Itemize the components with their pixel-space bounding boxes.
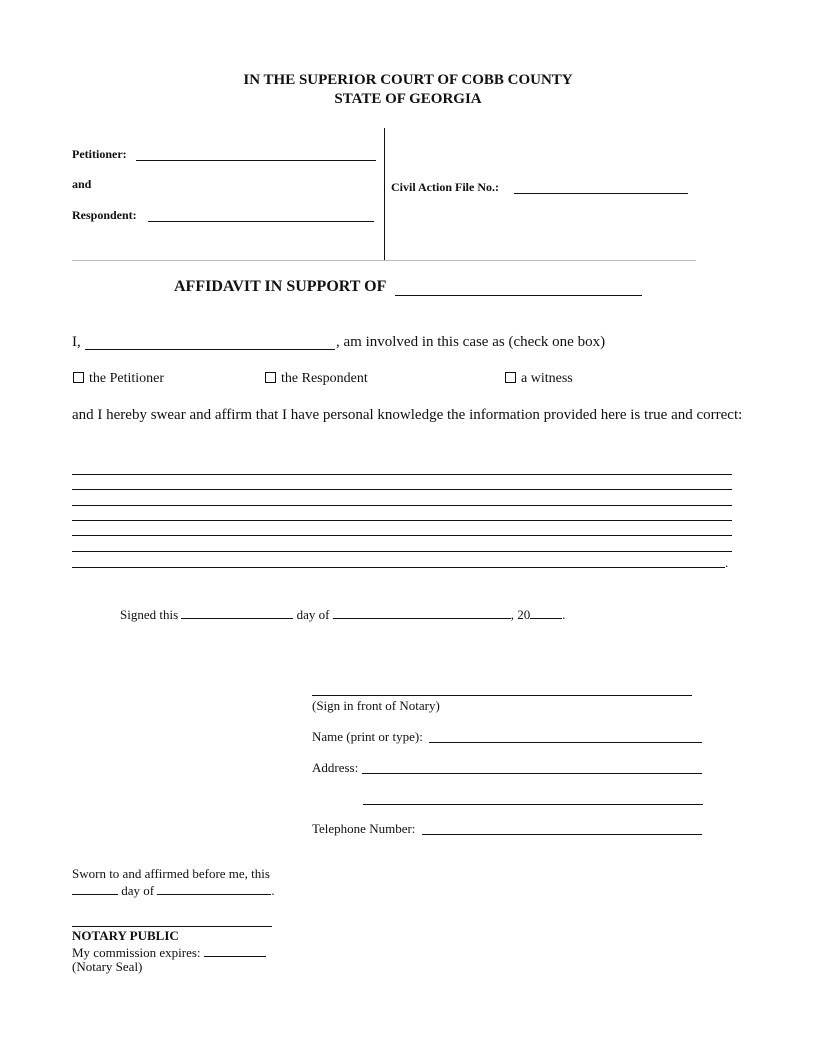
respondent-checkbox[interactable]	[265, 371, 368, 387]
statement-line[interactable]	[72, 520, 732, 521]
sign-in-front-note: (Sign in front of Notary)	[312, 698, 440, 713]
notary-period: .	[271, 883, 275, 898]
affidavit-subject-field[interactable]	[395, 295, 642, 296]
telephone-label: Telephone Number:	[312, 821, 416, 836]
checkbox-square-icon[interactable]	[505, 372, 516, 383]
signed-period: .	[562, 607, 566, 622]
statement-line[interactable]	[72, 474, 732, 475]
address-field-2[interactable]	[363, 804, 703, 805]
signed-line	[120, 606, 566, 623]
signed-year-field[interactable]	[530, 606, 562, 619]
signed-this-label: Signed this	[120, 607, 179, 622]
notary-public-label: NOTARY PUBLIC	[72, 928, 179, 943]
statement-line[interactable]	[72, 489, 732, 490]
respondent-field[interactable]	[148, 221, 374, 222]
affiant-name-field[interactable]	[85, 349, 335, 350]
notary-signature-field[interactable]	[72, 926, 272, 927]
notary-day-of-label: day of	[121, 883, 155, 898]
signed-day-field[interactable]	[181, 606, 293, 619]
name-label: Name (print or type):	[312, 729, 423, 744]
commission-label: My commission expires:	[72, 945, 201, 960]
affidavit-title: AFFIDAVIT IN SUPPORT OF	[174, 278, 387, 295]
telephone-field[interactable]	[422, 834, 702, 835]
year-prefix-label: , 20	[510, 607, 531, 622]
notary-seal-label: (Notary Seal)	[72, 959, 143, 974]
witness-checkbox[interactable]	[505, 371, 573, 387]
involved-text: , am involved in this case as (check one box)	[336, 334, 606, 350]
and-label: and	[72, 177, 92, 191]
file-no-field[interactable]	[514, 193, 688, 194]
petitioner-label: Petitioner:	[72, 147, 127, 161]
witness-option-label: a witness	[521, 371, 573, 386]
statement-line[interactable]	[72, 535, 732, 536]
petitioner-field[interactable]	[136, 160, 376, 161]
address-field-1[interactable]	[362, 773, 702, 774]
address-label: Address:	[312, 760, 359, 775]
signature-field[interactable]	[312, 695, 692, 696]
court-heading: IN THE SUPERIOR COURT OF COBB COUNTY	[243, 72, 573, 88]
statement-end-period: .	[725, 555, 729, 570]
caption-divider	[384, 128, 385, 260]
day-of-label: day of	[296, 607, 330, 622]
statement-line[interactable]	[72, 551, 732, 552]
notary-day-field[interactable]	[72, 882, 118, 895]
sworn-text: Sworn to and affirmed before me, this	[72, 866, 270, 881]
notary-date-line	[72, 882, 275, 899]
checkbox-square-icon[interactable]	[73, 372, 84, 383]
swear-statement: and I hereby swear and affirm that I have personal knowledge the information provided here is true and correct:	[72, 407, 743, 423]
state-heading: STATE OF GEORGIA	[334, 91, 482, 107]
respondent-option-label: the Respondent	[281, 371, 368, 386]
file-no-label: Civil Action File No.:	[391, 180, 499, 194]
caption-bottom-rule	[72, 260, 696, 261]
commission-expires-field[interactable]	[204, 944, 266, 957]
petitioner-checkbox[interactable]	[73, 371, 164, 387]
signed-month-field[interactable]	[333, 606, 511, 619]
name-field[interactable]	[429, 742, 702, 743]
statement-line[interactable]	[72, 567, 725, 568]
statement-line[interactable]	[72, 505, 732, 506]
respondent-label: Respondent:	[72, 208, 137, 222]
checkbox-square-icon[interactable]	[265, 372, 276, 383]
petitioner-option-label: the Petitioner	[89, 371, 165, 386]
i-label: I,	[72, 334, 81, 350]
notary-month-field[interactable]	[157, 882, 271, 895]
